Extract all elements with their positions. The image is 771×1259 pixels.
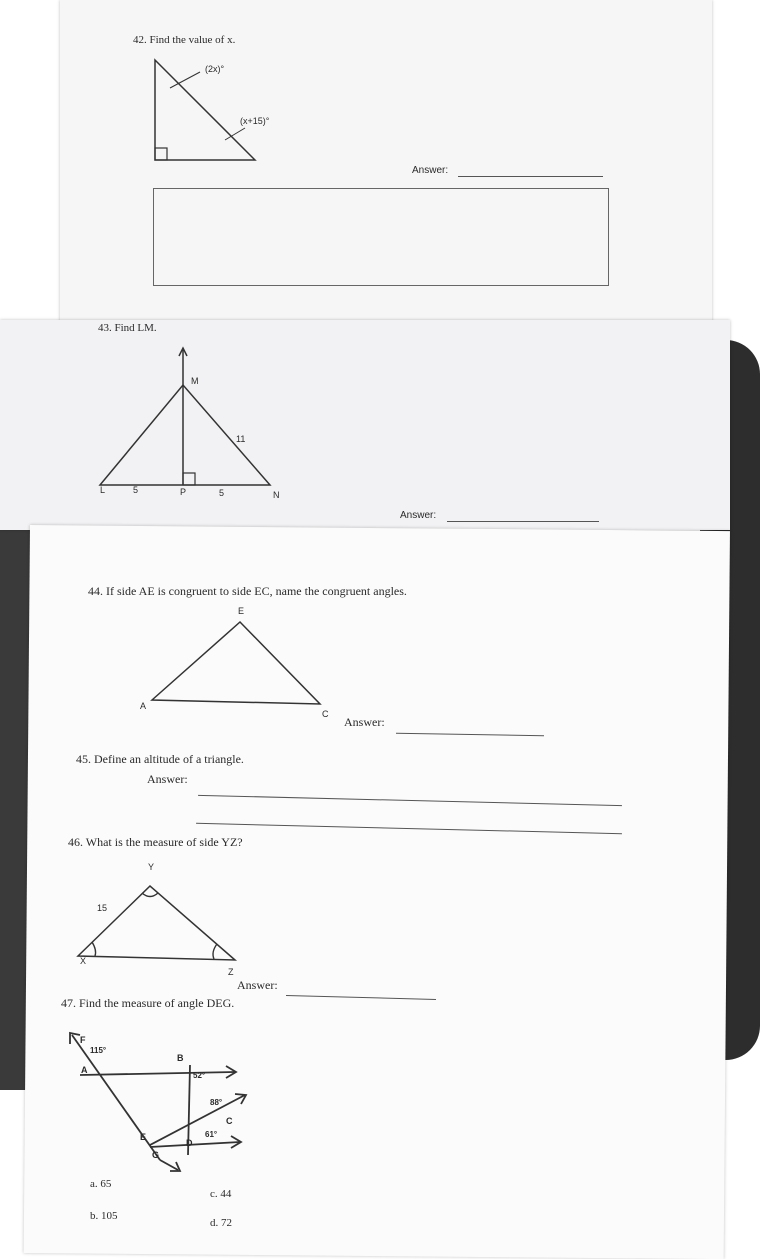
q46-triangle-figure bbox=[0, 860, 771, 980]
q47-angle-88: 88° bbox=[210, 1098, 223, 1107]
q42-work-box[interactable] bbox=[153, 188, 609, 286]
q45-prompt: 45. Define an altitude of a triangle. bbox=[76, 752, 244, 766]
q47-angle-115: 115° bbox=[90, 1046, 107, 1055]
q43-label-l: L bbox=[100, 485, 106, 495]
q47-label-c: C bbox=[226, 1116, 233, 1126]
q44-answer-label: Answer: bbox=[344, 715, 385, 729]
q47-label-d: D bbox=[186, 1138, 193, 1148]
q45-answer-label: Answer: bbox=[147, 772, 188, 786]
q43-length-pn: 5 bbox=[219, 488, 225, 498]
q47-label-e: E bbox=[140, 1132, 147, 1142]
q47-label-a: A bbox=[81, 1065, 88, 1075]
q44-prompt: 44. If side AE is congruent to side EC, name the congruent angles. bbox=[88, 584, 407, 598]
q43-answer-line[interactable] bbox=[447, 521, 599, 522]
q42-triangle-figure bbox=[0, 0, 771, 200]
q43-prompt: 43. Find LM. bbox=[98, 322, 157, 334]
q44-label-e: E bbox=[238, 606, 245, 616]
q47-choice-d[interactable]: d. 72 bbox=[210, 1217, 232, 1229]
q47-choice-c[interactable]: c. 44 bbox=[210, 1188, 232, 1200]
q42-prompt: 42. Find the value of x. bbox=[133, 34, 236, 46]
q47-prompt: 47. Find the measure of angle DEG. bbox=[61, 996, 235, 1010]
q43-length-lp: 5 bbox=[133, 485, 139, 495]
q46-label-y: Y bbox=[148, 862, 155, 872]
q43-label-p: P bbox=[180, 487, 187, 497]
q47-choice-a[interactable]: a. 65 bbox=[90, 1178, 112, 1190]
q42-answer-line[interactable] bbox=[458, 176, 603, 177]
q46-length-xy: 15 bbox=[97, 903, 108, 913]
q44-label-c: C bbox=[322, 709, 329, 719]
q46-prompt: 46. What is the measure of side YZ? bbox=[68, 835, 243, 849]
q42-angle-top-label: (2x)° bbox=[205, 64, 225, 74]
q46-label-x: X bbox=[80, 956, 87, 966]
q46-label-z: Z bbox=[228, 967, 234, 977]
q47-angle-61: 61° bbox=[205, 1130, 218, 1139]
q47-figure bbox=[0, 1025, 771, 1175]
q47-angle-52: 52° bbox=[193, 1071, 206, 1080]
q47-label-f: F bbox=[80, 1035, 86, 1045]
q42-angle-right-label: (x+15)° bbox=[240, 116, 270, 126]
q47-label-b: B bbox=[177, 1053, 184, 1063]
q46-answer-label: Answer: bbox=[237, 978, 278, 992]
q44-label-a: A bbox=[140, 701, 147, 711]
q47-label-g: G bbox=[152, 1150, 160, 1160]
q43-label-m: M bbox=[191, 376, 199, 386]
q44-triangle-figure bbox=[0, 600, 771, 740]
q43-answer-label: Answer: bbox=[400, 510, 437, 521]
q43-triangle-figure bbox=[0, 330, 771, 530]
q42-answer-label: Answer: bbox=[412, 165, 449, 176]
q43-length-mn: 11 bbox=[236, 434, 246, 444]
q47-choice-b[interactable]: b. 105 bbox=[90, 1210, 118, 1222]
q43-label-n: N bbox=[273, 490, 280, 500]
